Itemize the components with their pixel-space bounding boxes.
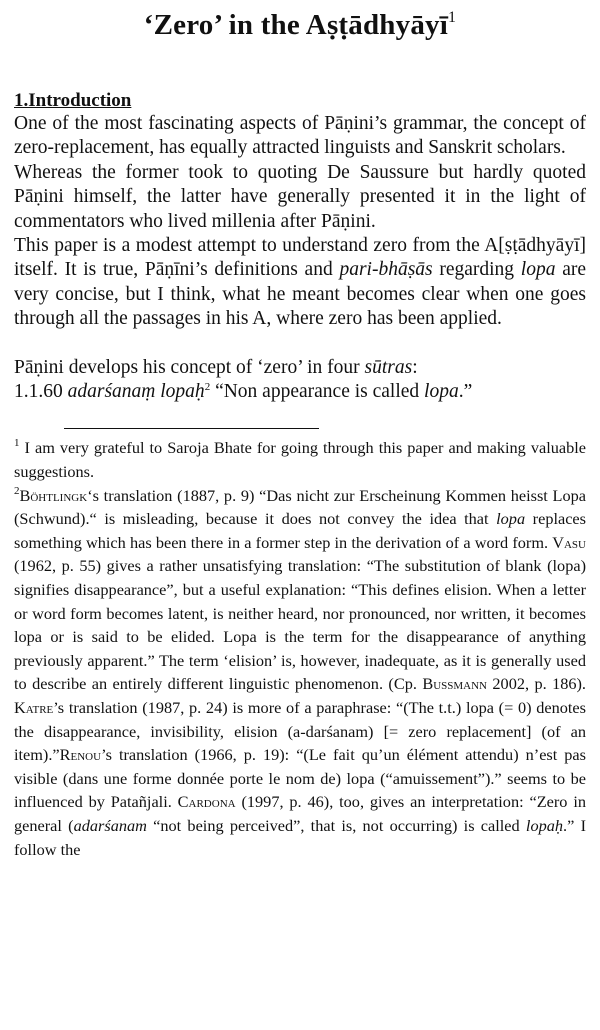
p4-text-c: : — [412, 356, 418, 378]
paper-title — [14, 8, 586, 42]
author-cardona: Cardona — [177, 792, 236, 812]
author-vasu: Vasu — [552, 532, 586, 552]
p3-text-a: This paper is a modest attempt to understand zero from the A[ṣṭādhyāyī] itself. It is true, Pāṇīni’s definitions and — [14, 235, 586, 281]
fn2-term-adarsanam: adarśanam — [73, 815, 147, 835]
term-paribhasas: pari-bhāṣās — [339, 259, 433, 281]
paragraph-4 — [14, 356, 586, 380]
paragraph-2: Whereas the former took to quoting De Saussure but hardly quoted Pāṇini himself, the latter have generally presented it in the light of commentators who lived millenia after Pāṇini. — [14, 161, 586, 232]
author-katre: Katre — [14, 698, 54, 717]
p3-text-e: are very concise, but I think, what he meant becomes clear when one goes through all the passages in his A, where zero has been applied. — [14, 259, 586, 330]
fn2-text-16: “not being perceived”, that is, not occurring) is called — [146, 815, 526, 835]
title-text: ‘Zero’ in the Aṣṭādhyāyī — [143, 9, 448, 41]
section-heading: 1.Introduction — [14, 90, 132, 111]
fn2-term-lopah: lopaḥ — [525, 815, 564, 835]
fn2-text-18: .” I follow the — [14, 815, 586, 859]
footnote-2-number: 2 — [14, 484, 20, 497]
sutra-quote — [14, 380, 586, 404]
fn2-text-10: ’s translation (1987, p. 24) is more of a paraphrase: “(The t.t.) lopa (= 0) denotes the disappearance, invisibility, elision (a-darśanam) [= zero replacement] (of an item).” — [14, 698, 586, 765]
footnote-1 — [14, 436, 586, 483]
term-lopa: lopa — [520, 259, 556, 281]
fn2-text-8: 2002, p. 186). — [487, 674, 586, 694]
fn2-text-6: (1962, p. 55) gives a rather unsatisfying translation: “The substitution of blank (lopa) signifies disappearance”, but a useful explanation: “This defines elision. When a letter or word form becomes latent, is neither heard, nor pronounced, nor written, it becomes lopa or is said to be elided. Lopa is the term for the disappearance of anything previously apparent.” The term ‘elision’ is, however, inadequate, as it is generally used to describe an entirely different linguistic phenomenon. (Cp. — [14, 556, 586, 694]
sutra-text: adarśanaṃ lopaḥ — [67, 381, 205, 403]
author-renou: Renou — [59, 745, 102, 765]
author-bohtlingk: Böhtlingk — [19, 485, 88, 505]
sutra-translation-e: .” — [458, 381, 473, 403]
fn2-text-2: ‘s translation (1887, p. 9) “Das nicht zur Erscheinung Kommen heisst Lopa (Schwund).“ is misleading, because it does not convey the idea that — [14, 485, 586, 529]
paragraph-1: One of the most fascinating aspects of Pāṇini’s grammar, the concept of zero-replacement, has equally attracted linguists and Sanskrit scholars. — [14, 113, 586, 159]
footnote-ref-2[interactable]: 2 — [204, 381, 211, 394]
footnote-divider — [64, 428, 319, 429]
fn2-term-lopa: lopa — [496, 509, 526, 529]
fn2-text-12: ’s translation (1966, p. 19): “(Le fait qu’un élément attendu) n’est pas visible (dans une forme donnée porte le nom de) lopa (“amuissement”).” seems to be influenced by Patañjali. — [14, 745, 586, 812]
fn2-text-14: (1997, p. 46), too, gives an interpretation: “Zero in general ( — [14, 792, 586, 835]
author-bussmann: Bußmann — [422, 674, 487, 694]
term-sutras: sūtras — [364, 356, 413, 378]
footnote-1-text: I am very grateful to Saroja Bhate for going through this paper and making valuable suggestions. — [14, 438, 586, 482]
fn2-text-4: replaces something which has been there in a former step in the derivation of a word form. — [14, 509, 586, 552]
title-footnote-ref[interactable]: 1 — [448, 9, 457, 26]
footnote-2 — [14, 484, 586, 862]
sutra-translation-a: “Non appearance is called — [210, 381, 425, 403]
footnotes — [14, 436, 586, 861]
term-lopa-2: lopa — [424, 381, 459, 403]
footnote-1-number: 1 — [14, 437, 20, 450]
main-text — [14, 112, 586, 404]
paragraph-3 — [14, 234, 586, 332]
p3-text-c: regarding — [432, 259, 521, 281]
p4-text-a: Pāṇini develops his concept of ‘zero’ in four — [14, 356, 365, 378]
sutra-number: 1.1.60 — [14, 381, 68, 403]
